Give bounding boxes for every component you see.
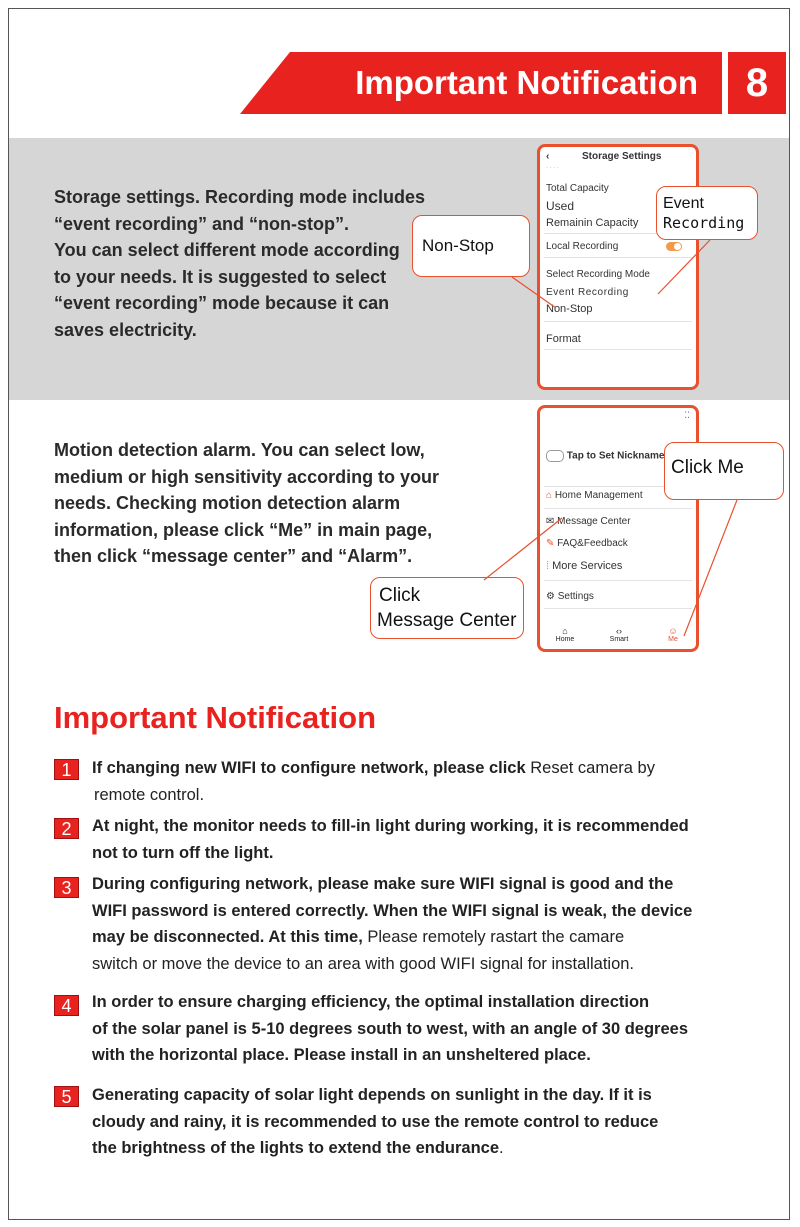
notice-item-2: At night, the monitor needs to fill-in light during working, it is recommended not to turn off the light. [92,817,689,862]
home-icon: ⌂ [546,490,553,501]
menu-dots-icon[interactable]: ⁚⁚ [684,410,690,420]
callout-non-stop: Non-Stop [412,215,530,277]
tab-home[interactable]: ⌂ Home [555,626,575,643]
notice-item-3: During configuring network, please make sure WIFI signal is good and the WIFI password is entered correctly. When the WIFI signal is weak, the device may be disconnected. At this time, Please remotely rastart the camare switch or move the device to an area with good WIFI signal for installation. [92,875,693,973]
notice-item-1: If changing new WIFI to configure network, please click Reset camera by remote control. [92,759,655,804]
settings-item[interactable]: ⚙ Settings [546,591,594,602]
nickname-row[interactable]: Tap to Set Nickname [546,450,690,462]
notification-heading: Important Notification [54,700,377,735]
event-recording-option[interactable]: Event Recording [546,287,629,298]
page-title: Important Notification [355,64,698,101]
back-icon[interactable]: ‹ [546,151,550,162]
remaining-capacity-label: Remainin Capacity [546,217,639,229]
callout-event-recording: Event Recording [656,186,758,240]
item-number-5: 5 [54,1086,79,1107]
storage-settings-title: Storage Settings [582,151,662,162]
message-icon: ✉ [546,516,555,527]
item-number-4: 4 [54,995,79,1016]
page-number: 8 [728,52,786,114]
used-label: Used [546,199,575,213]
storage-description: Storage settings. Recording mode includes “event recording” and “non-stop”. You can select different mode according to your needs. It is suggested to select “event recording” mode because it can saves electricity. [54,187,426,340]
settings-icon: ⚙ [546,591,555,602]
home-management-item[interactable]: ⌂ Home Management [546,490,643,501]
item-number-1: 1 [54,759,79,780]
format-row[interactable]: Format [546,333,581,345]
item-number-3: 3 [54,877,79,898]
faq-feedback-item[interactable]: ✎ FAQ&Feedback [546,538,628,549]
more-services-item[interactable]: ⁞ More Services [546,560,623,572]
callout-click-me: Click Me [664,442,784,500]
motion-description: Motion detection alarm. You can select low, medium or high sensitivity according to your needs. Checking motion detection alarm information, please click “Me” in main page, then click “message center” and “Alarm”. [54,440,440,566]
message-center-item[interactable]: ✉ Message Center [546,516,631,527]
services-icon: ⁞ [546,560,550,572]
local-recording-row[interactable]: Local Recording [546,241,690,252]
status-dots: · · · · [546,165,559,171]
item-number-2: 2 [54,818,79,839]
notice-item-5: Generating capacity of solar light depends on sunlight in the day. If it is cloudy and rainy, it is recommended to use the remote control to reduce the brightness of the lights to extend the endurance. [92,1086,659,1157]
notice-item-4: In order to ensure charging efficiency, the optimal installation direction of the solar panel is 5-10 degrees south to west, with an angle of 30 degrees with the horizontal place. Please install in an unsheltered place. [92,993,688,1064]
select-recording-mode-label: Select Recording Mode [546,269,650,280]
tab-smart[interactable]: ‹› Smart [609,626,629,643]
non-stop-option[interactable]: Non-Stop [546,303,593,315]
callout-message-center: Click Message Center [370,577,524,639]
total-capacity-label: Total Capacity [546,183,609,194]
tab-me[interactable]: ☺ Me [668,626,678,643]
faq-icon: ✎ [546,538,555,549]
